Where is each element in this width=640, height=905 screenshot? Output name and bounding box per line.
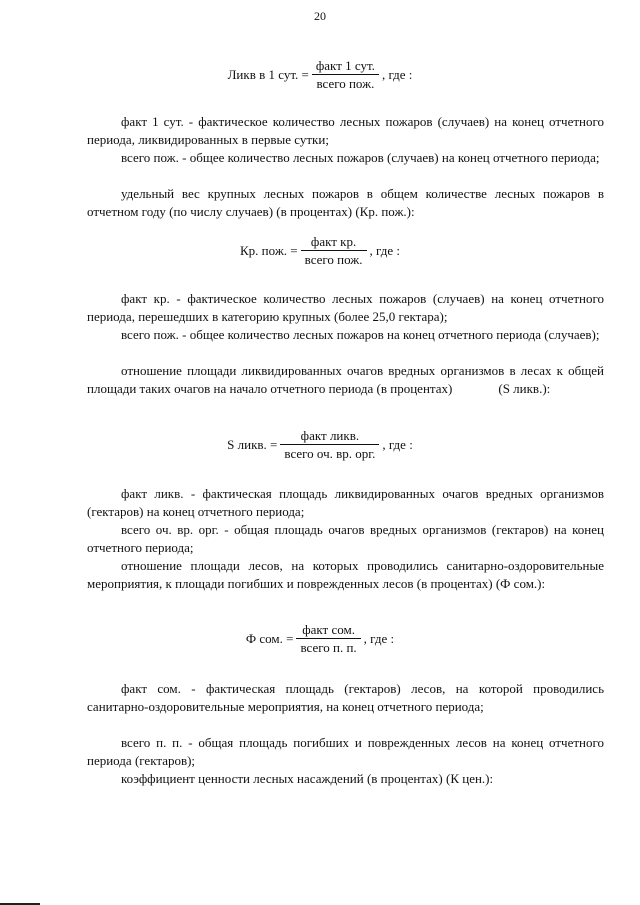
formula-tail: , где : <box>382 436 413 452</box>
page-number: 20 <box>314 9 326 23</box>
paragraph-otnoshenie-som: отношение площади лесов, на которых проводились санитарно-оздоровительные мероприятия, к площади погибших и поврежденных лесов (в процентах) (Ф сом.): <box>87 558 604 591</box>
formula-lhs: Кр. пож. = <box>240 242 298 258</box>
paragraph-koeff-cen: коэффициент ценности лесных насаждений (в процентах) (К цен.): <box>121 771 494 786</box>
fraction <box>301 234 367 267</box>
paragraph-otnoshenie-likv: отношение площади ликвидированных очагов вредных организмов в лесах к общей площади таких очагов на начало отчетного периода (в процентах) (S ликв.): <box>87 363 604 396</box>
denominator: всего п. п. <box>300 640 357 655</box>
formula-tail: , где : <box>381 66 413 82</box>
formula-tail: , где : <box>363 630 395 646</box>
fraction <box>280 428 379 461</box>
paragraph-fakt-kr: факт кр. - фактическое количество лесных пожаров (случаев) на конец отчетного периода, перешедших в категорию крупных (более 25,0 гектара); <box>87 291 604 324</box>
fraction <box>312 58 379 91</box>
paragraph-fakt-1-sut: факт 1 сут. - фактическое количество лесных пожаров (случаев) на конец отчетного периода, ликвидированных в первые сутки; <box>87 114 604 147</box>
paragraph-udelny-ves: удельный вес крупных лесных пожаров в общем количестве лесных пожаров в отчетном году (по числу случаев) (в процентах) (Кр. пож.): <box>87 186 604 219</box>
formula-s-likv <box>0 428 640 461</box>
denominator: всего пож. <box>304 252 363 267</box>
paragraph-vsego-pozh: всего пож. - общее количество лесных пожаров (случаев) на конец отчетного периода; <box>121 150 600 165</box>
paragraph-vsego-pp: всего п. п. - общая площадь погибших и поврежденных лесов на конец отчетного периода (гектаров); <box>87 735 604 768</box>
denominator: всего оч. вр. орг. <box>284 446 376 461</box>
denominator: всего пож. <box>316 76 375 91</box>
numerator: факт кр. <box>310 234 357 249</box>
formula-f-som <box>0 622 640 655</box>
numerator: факт 1 сут. <box>315 58 375 73</box>
fraction <box>296 622 360 655</box>
numerator: факт ликв. <box>300 428 360 443</box>
paragraph-vsego-och: всего оч. вр. орг. - общая площадь очагов вредных организмов (гектаров) на конец отчетного периода; <box>87 522 604 555</box>
formula-likv-1-sut <box>0 58 640 91</box>
numerator: факт сом. <box>302 622 355 637</box>
formula-lhs: S ликв. = <box>227 436 278 452</box>
paragraph-fakt-likv: факт ликв. - фактическая площадь ликвидированных очагов вредных организмов (гектаров) на конец отчетного периода; <box>87 486 604 519</box>
formula-tail: , где : <box>369 242 400 258</box>
paragraph-fakt-som: факт сом. - фактическая площадь (гектаров) лесов, на которой проводились санитарно-оздоровительные мероприятия, на конец отчетного периода; <box>87 681 604 714</box>
formula-lhs: Ф сом. = <box>245 630 294 646</box>
paragraph-vsego-pozh-2: всего пож. - общее количество лесных пожаров на конец отчетного периода (случаев); <box>121 327 600 342</box>
formula-kr-pozh <box>0 234 640 267</box>
formula-lhs: Ликв в 1 сут. = <box>227 66 309 82</box>
